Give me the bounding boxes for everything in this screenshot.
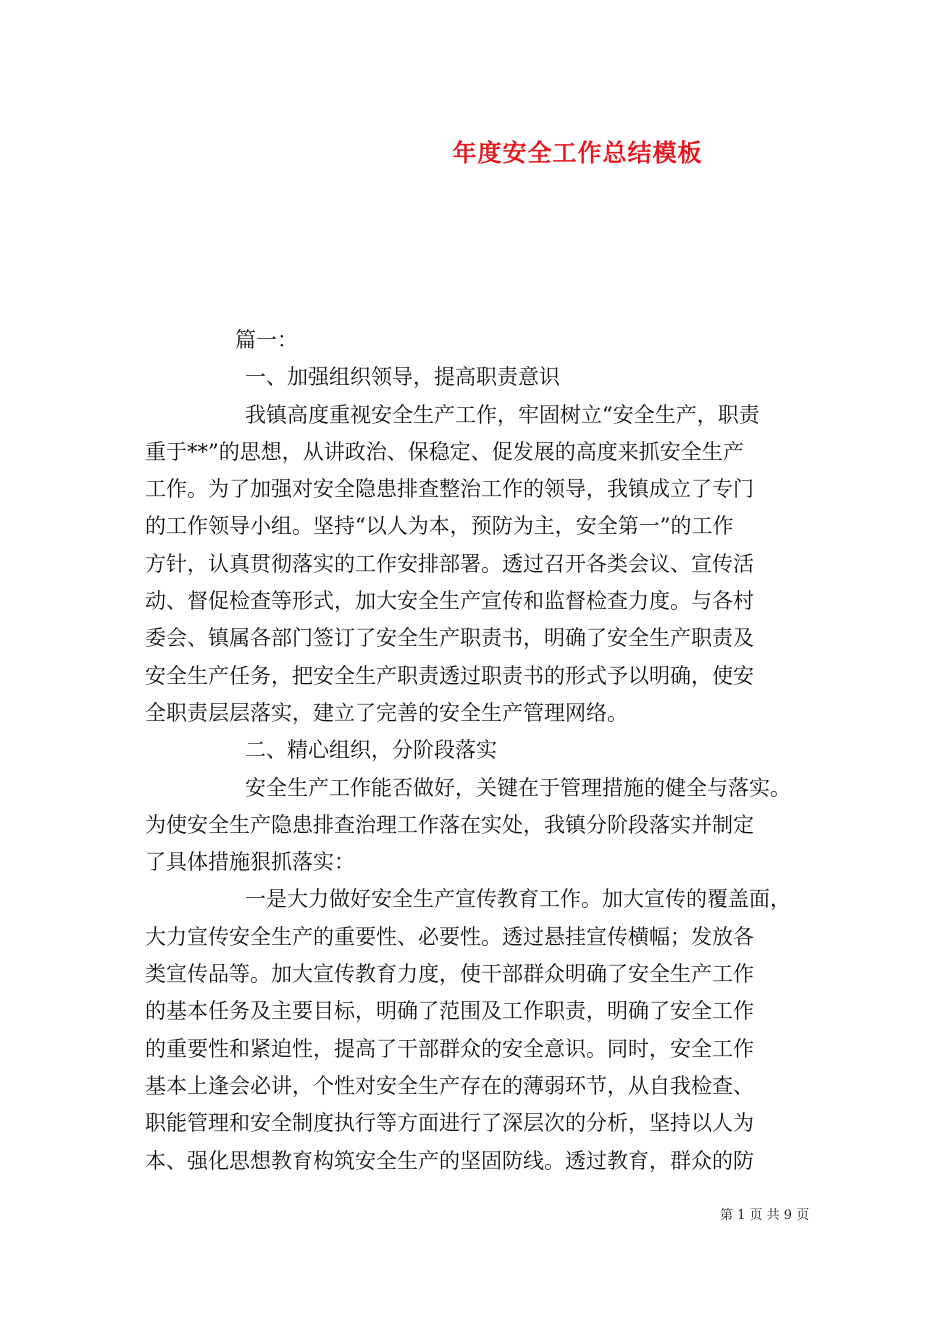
paragraph-line: 方针，认真贯彻落实的工作安排部署。透过召开各类会议、宣传活 (145, 551, 754, 576)
paragraph-line: 我镇高度重视安全生产工作，牢固树立“安全生产，职责 (245, 402, 760, 427)
paragraph-line: 工作。为了加强对安全隐患排查整治工作的领导，我镇成立了专门 (145, 477, 754, 502)
paragraph-line: 职能管理和安全制度执行等方面进行了深层次的分析，坚持以人为 (145, 1111, 754, 1136)
section-label: 篇一： (235, 328, 298, 352)
paragraph-line: 一是大力做好安全生产宣传教育工作。加大宣传的覆盖面， (245, 887, 791, 912)
paragraph-line: 安全生产任务，把安全生产职责透过职责书的形式予以明确，使安 (145, 663, 754, 688)
paragraph-line: 重于**”的思想，从讲政治、保稳定、促发展的高度来抓安全生产 (145, 439, 744, 464)
paragraph-line: 的重要性和紧迫性，提高了干部群众的安全意识。同时，安全工作 (145, 1036, 754, 1061)
paragraph-line: 为使安全生产隐患排查治理工作落在实处，我镇分阶段落实并制定 (145, 812, 754, 837)
heading-1: 一、加强组织领导，提高职责意识 (245, 365, 560, 390)
paragraph-line: 安全生产工作能否做好，关键在于管理措施的健全与落实。 (245, 775, 791, 800)
document-title: 年度安全工作总结模板 (452, 139, 703, 167)
page-number: 第 1 页 共 9 页 (720, 1208, 810, 1223)
paragraph-line: 基本上逢会必讲，个性对安全生产存在的薄弱环节，从自我检查、 (145, 1073, 754, 1098)
heading-2: 二、精心组织，分阶段落实 (245, 738, 497, 763)
paragraph-line: 本、强化思想教育构筑安全生产的坚固防线。透过教育，群众的防 (145, 1148, 754, 1173)
paragraph-line: 委会、镇属各部门签订了安全生产职责书，明确了安全生产职责及 (145, 626, 754, 651)
paragraph-line: 动、督促检查等形式，加大安全生产宣传和监督检查力度。与各村 (145, 589, 754, 614)
paragraph-line: 全职责层层落实，建立了完善的安全生产管理网络。 (145, 700, 628, 725)
document-body (145, 322, 825, 1180)
paragraph-line: 的基本任务及主要目标，明确了范围及工作职责，明确了安全工作 (145, 999, 754, 1024)
paragraph-line: 的工作领导小组。坚持“以人为本，预防为主，安全第一”的工作 (145, 514, 734, 539)
paragraph-line: 了具体措施狠抓落实： (145, 850, 355, 875)
paragraph-line: 大力宣传安全生产的重要性、必要性。透过悬挂宣传横幅；发放各 (145, 924, 754, 949)
paragraph-line: 类宣传品等。加大宣传教育力度，使干部群众明确了安全生产工作 (145, 962, 754, 987)
